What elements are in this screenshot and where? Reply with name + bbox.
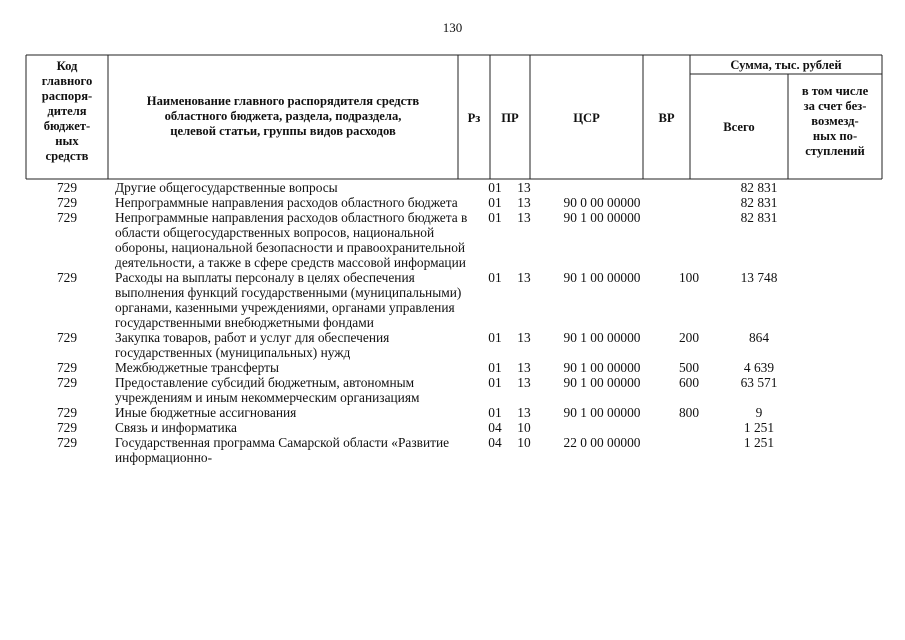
row-name: Непрограммные направления расходов областного бюджета в области общегосударственных вопросов, национальной обороны, национальной безопасности и правоохранительной деятельности, а также в сфере средств массовой информации	[115, 210, 468, 270]
row-rz: 04	[488, 420, 502, 435]
row-free-receipts	[805, 405, 897, 420]
row-csr: 90 1 00 00000	[563, 270, 641, 285]
row-rz: 01	[488, 405, 502, 420]
row-pr: 13	[517, 210, 531, 225]
row-pr: 10	[517, 420, 531, 435]
row-vr	[665, 435, 713, 465]
row-rz: 01	[488, 375, 502, 390]
header-vr: ВР	[658, 111, 675, 125]
row-pr: 13	[517, 405, 531, 420]
row-vr: 500	[678, 360, 700, 375]
row-code: 729	[56, 435, 78, 450]
budget-table	[26, 180, 897, 465]
row-pr: 13	[517, 360, 531, 375]
budget-table-body	[26, 180, 897, 465]
row-name: Другие общегосударственные вопросы	[115, 180, 338, 195]
row-csr: 90 1 00 00000	[563, 330, 641, 345]
row-vr	[665, 420, 713, 435]
row-pr: 13	[517, 375, 531, 390]
row-free-receipts	[805, 420, 897, 435]
row-code: 729	[56, 210, 78, 225]
table-row	[26, 420, 897, 435]
row-rz: 01	[488, 180, 502, 195]
row-code: 729	[56, 180, 78, 195]
row-csr: 90 1 00 00000	[563, 210, 641, 225]
row-total: 4 639	[743, 360, 775, 375]
header-csr: ЦСР	[573, 111, 600, 125]
row-vr	[665, 180, 713, 195]
row-free-receipts	[805, 360, 897, 375]
row-code: 729	[56, 270, 78, 285]
table-row	[26, 270, 897, 330]
page-number: 130	[442, 20, 463, 35]
row-csr	[539, 180, 665, 195]
row-csr: 90 1 00 00000	[563, 375, 641, 390]
row-total: 13 748	[740, 270, 778, 285]
row-total: 82 831	[740, 210, 778, 225]
row-vr: 100	[678, 270, 700, 285]
row-free-receipts	[805, 195, 897, 210]
row-name: Иные бюджетные ассигнования	[115, 405, 297, 420]
table-row	[26, 375, 897, 405]
row-pr: 13	[517, 195, 531, 210]
row-csr: 90 0 00 00000	[563, 195, 641, 210]
header-sum-group: Сумма, тыс. рублей	[730, 58, 842, 72]
header-rz: Рз	[467, 111, 481, 125]
table-row	[26, 330, 897, 360]
row-name: Государственная программа Самарской области «Развитие информационно-	[115, 435, 450, 465]
row-pr: 13	[517, 270, 531, 285]
row-code: 729	[56, 420, 78, 435]
header-pr: ПР	[501, 111, 519, 125]
row-pr: 13	[517, 180, 531, 195]
row-pr: 13	[517, 330, 531, 345]
row-csr: 90 1 00 00000	[563, 405, 641, 420]
table-row	[26, 180, 897, 195]
table-row	[26, 195, 897, 210]
table-row	[26, 210, 897, 270]
header-total: Всего	[723, 120, 755, 134]
table-row	[26, 360, 897, 375]
row-name: Предоставление субсидий бюджетным, автономным учреждениям и иным некоммерческим организациям	[115, 375, 420, 405]
row-code: 729	[56, 375, 78, 390]
row-vr	[665, 210, 713, 270]
row-rz: 01	[488, 330, 502, 345]
header-free-receipts: в том числе за счет без- возмезд- ных по- ступлений	[801, 84, 869, 158]
row-total: 82 831	[740, 195, 778, 210]
row-code: 729	[56, 195, 78, 210]
row-vr: 600	[678, 375, 700, 390]
row-pr: 10	[517, 435, 531, 450]
row-code: 729	[56, 360, 78, 375]
row-free-receipts	[805, 180, 897, 195]
row-vr: 200	[678, 330, 700, 345]
row-name: Связь и информатика	[115, 420, 237, 435]
row-total: 9	[755, 405, 763, 420]
row-rz: 01	[488, 195, 502, 210]
row-name: Расходы на выплаты персоналу в целях обеспечения выполнения функций государственными (муниципальными) органами, казенными учреждениями, органами управления государственными внебюджетными фондами	[115, 270, 462, 330]
row-name: Закупка товаров, работ и услуг для обеспечения государственных (муниципальных) нужд	[115, 330, 390, 360]
table-row	[26, 405, 897, 420]
row-name: Непрограммные направления расходов областного бюджета	[115, 195, 458, 210]
row-csr: 22 0 00 00000	[563, 435, 641, 450]
row-free-receipts	[805, 375, 897, 405]
row-name: Межбюджетные трансферты	[115, 360, 279, 375]
row-csr: 90 1 00 00000	[563, 360, 641, 375]
row-total: 82 831	[740, 180, 778, 195]
row-csr	[539, 420, 665, 435]
row-rz: 04	[488, 435, 502, 450]
header-name: Наименование главного распорядителя средств областного бюджета, раздела, подраздела, целевой статьи, группы видов расходов	[146, 94, 420, 138]
row-vr: 800	[678, 405, 700, 420]
header-code: Код главного распоря- дителя бюджет- ных средств	[41, 59, 93, 163]
row-rz: 01	[488, 360, 502, 375]
row-total: 63 571	[740, 375, 778, 390]
row-free-receipts	[805, 435, 897, 465]
row-total: 1 251	[743, 435, 775, 450]
row-rz: 01	[488, 210, 502, 225]
row-vr	[665, 195, 713, 210]
row-free-receipts	[805, 210, 897, 270]
row-rz: 01	[488, 270, 502, 285]
row-total: 1 251	[743, 420, 775, 435]
row-free-receipts	[805, 270, 897, 330]
row-free-receipts	[805, 330, 897, 360]
table-row	[26, 435, 897, 465]
row-code: 729	[56, 330, 78, 345]
row-total: 864	[748, 330, 770, 345]
row-code: 729	[56, 405, 78, 420]
